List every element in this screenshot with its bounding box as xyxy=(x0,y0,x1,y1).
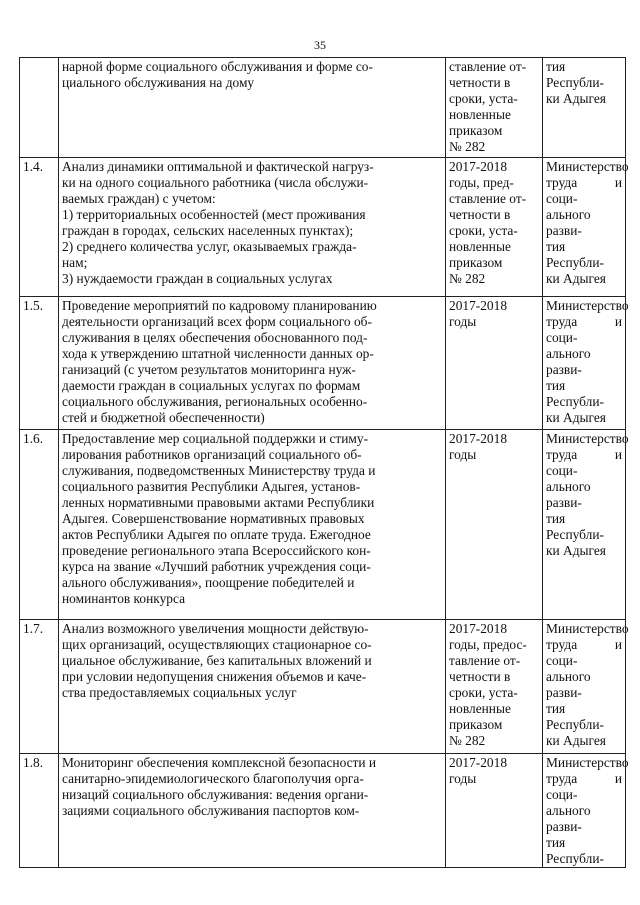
deadline-line: приказом xyxy=(449,717,503,732)
deadline-line: годы xyxy=(449,314,477,329)
measure-description-line: лирования работников организаций социального об- xyxy=(62,447,362,462)
measure-description-line: деятельности организаций всех форм социального об- xyxy=(62,314,372,329)
executor-cell xyxy=(543,430,629,620)
deadline-cell xyxy=(446,58,543,158)
executor-line: труда и соци- xyxy=(546,314,622,345)
deadline-line: годы xyxy=(449,447,477,462)
measure-description-line: ваемых граждан) с учетом: xyxy=(62,191,216,206)
measure-description-line: ального обслуживания», поощрение победителей и xyxy=(62,575,355,590)
executor-line: тия Республи- xyxy=(546,835,604,866)
measure-description-line: циальное обслуживание, без капитальных вложений и xyxy=(62,653,372,668)
deadline-cell xyxy=(446,620,543,754)
executor-line: Министерство xyxy=(546,431,629,446)
measure-description-line: Анализ возможного увеличения мощности действую- xyxy=(62,621,369,636)
deadline-line: приказом xyxy=(449,123,503,138)
executor-line: труда и соци- xyxy=(546,175,622,206)
executor-line: ального разви- xyxy=(546,346,591,377)
measure-description-cell xyxy=(59,430,446,620)
deadline-line: тавление от- xyxy=(449,653,521,668)
measure-description-line: служивания, подведомственных Министерству труда и xyxy=(62,463,376,478)
deadline-line: новленные xyxy=(449,701,511,716)
executor-line: Министерство xyxy=(546,159,629,174)
executor-line: ки Адыгея xyxy=(546,271,606,286)
executor-line: тия Республи- xyxy=(546,511,604,542)
executor-line: Министерство xyxy=(546,298,629,313)
measure-description-line: проведение регионального этапа Всероссийского кон- xyxy=(62,543,371,558)
deadline-line: годы, пред- xyxy=(449,175,514,190)
deadline-line: № 282 xyxy=(449,733,486,748)
executor-line: труда и соци- xyxy=(546,637,622,668)
deadline-line: 2017-2018 xyxy=(449,431,508,446)
measure-description-line: Адыгея. Совершенствование нормативных правовых xyxy=(62,511,365,526)
deadline-line: сроки, уста- xyxy=(449,223,518,238)
measure-description-cell xyxy=(59,754,446,868)
measure-description-line: нам; xyxy=(62,255,88,270)
executor-cell xyxy=(543,620,629,754)
measure-description-line: ленных нормативными правовыми актами Республики xyxy=(62,495,375,510)
measure-description-line: при условии недопущения снижения объемов и каче- xyxy=(62,669,367,684)
deadline-cell xyxy=(446,754,543,868)
executor-line: труда и соци- xyxy=(546,771,622,802)
measure-description-line: циального обслуживания на дому xyxy=(62,75,255,90)
executor-line: ального разви- xyxy=(546,803,591,834)
page-number: 35 xyxy=(314,38,326,52)
measure-description-line: 3) нуждаемости граждан в социальных услугах xyxy=(62,271,333,286)
measure-description-line: социального обслуживания, региональных особенно- xyxy=(62,394,368,409)
deadline-line: 2017-2018 xyxy=(449,298,508,313)
deadline-line: № 282 xyxy=(449,271,486,286)
measure-description-line: низаций социального обслуживания: ведения органи- xyxy=(62,787,369,802)
row-number-cell: 1.8. xyxy=(20,754,59,868)
executor-line: Министерство xyxy=(546,621,629,636)
measure-description-cell xyxy=(59,620,446,754)
executor-cell xyxy=(543,754,629,868)
deadline-line: ставление от- xyxy=(449,59,527,74)
executor-line: тия Республи- xyxy=(546,701,604,732)
executor-line: ки Адыгея xyxy=(546,91,606,106)
measures-table-body xyxy=(20,58,629,868)
measure-description-cell xyxy=(59,297,446,430)
executor-line: ального разви- xyxy=(546,669,591,700)
measure-description-line: даемости граждан в социальных услугах по формам xyxy=(62,378,361,393)
measures-table xyxy=(19,57,629,868)
table-row xyxy=(20,297,626,430)
row-number-cell: 1.6. xyxy=(20,430,59,620)
executor-line: ального разви- xyxy=(546,479,591,510)
executor-line: ки Адыгея xyxy=(546,543,606,558)
row-number-cell xyxy=(20,58,59,158)
measure-description-line: стей и бюджетной обеспеченности) xyxy=(62,410,265,425)
table-row xyxy=(20,58,626,158)
deadline-line: 2017-2018 xyxy=(449,159,508,174)
table-row xyxy=(20,620,626,754)
executor-line: тия Республи- xyxy=(546,239,604,270)
measure-description-line: хода к утверждению штатной численности данных ор- xyxy=(62,346,374,361)
deadline-line: новленные xyxy=(449,239,511,254)
deadline-line: новленные xyxy=(449,107,511,122)
executor-cell xyxy=(543,297,629,430)
row-number-cell: 1.5. xyxy=(20,297,59,430)
deadline-line: приказом xyxy=(449,255,503,270)
measure-description-line: Предоставление мер социальной поддержки и стиму- xyxy=(62,431,369,446)
row-number-cell: 1.4. xyxy=(20,158,59,297)
measure-description-line: ства предоставляемых социальных услуг xyxy=(62,685,297,700)
deadline-line: № 282 xyxy=(449,139,486,154)
measure-description-cell xyxy=(59,158,446,297)
deadline-line: годы, предос- xyxy=(449,637,527,652)
deadline-cell xyxy=(446,158,543,297)
measure-description-line: щих организаций, осуществляющих стационарное со- xyxy=(62,637,372,652)
deadline-line: сроки, уста- xyxy=(449,91,518,106)
executor-line: тия Республи- xyxy=(546,378,604,409)
measure-description-line: Анализ динамики оптимальной и фактической нагруз- xyxy=(62,159,374,174)
executor-cell xyxy=(543,158,629,297)
measure-description-line: курса на звание «Лучший работник учреждения соци- xyxy=(62,559,371,574)
executor-cell xyxy=(543,58,626,158)
deadline-line: ставление от- xyxy=(449,191,527,206)
deadline-line: 2017-2018 xyxy=(449,621,508,636)
measure-description-line: 1) территориальных особенностей (мест проживания xyxy=(62,207,366,222)
measure-description-line: нарной форме социального обслуживания и форме со- xyxy=(62,59,373,74)
executor-line: ального разви- xyxy=(546,207,591,238)
executor-line: труда и соци- xyxy=(546,447,622,478)
executor-line: Министерство xyxy=(546,755,629,770)
measure-description-line: граждан в городах, сельских населенных пунктах); xyxy=(62,223,354,238)
measure-description-cell xyxy=(59,58,446,158)
deadline-line: 2017-2018 xyxy=(449,755,508,770)
deadline-line: четности в xyxy=(449,669,511,684)
deadline-cell xyxy=(446,430,543,620)
row-number-cell: 1.7. xyxy=(20,620,59,754)
measure-description-line: Проведение мероприятий по кадровому планированию xyxy=(62,298,377,313)
measure-description-line: актов Республики Адыгея по оплате труда. Ежегодное xyxy=(62,527,371,542)
executor-line: ки Адыгея xyxy=(546,410,606,425)
measure-description-line: ки на одного социального работника (числа обслужи- xyxy=(62,175,369,190)
measure-description-line: служивания в целях обеспечения обоснованного под- xyxy=(62,330,368,345)
deadline-line: четности в xyxy=(449,207,511,222)
table-row xyxy=(20,754,626,868)
measure-description-line: 2) среднего количества услуг, оказываемых гражда- xyxy=(62,239,357,254)
deadline-line: четности в xyxy=(449,75,511,90)
table-row xyxy=(20,158,626,297)
measure-description-line: зациями социального обслуживания паспортов ком- xyxy=(62,803,360,818)
measure-description-line: Мониторинг обеспечения комплексной безопасности и xyxy=(62,755,377,770)
measure-description-line: ганизаций (с учетом результатов мониторинга нуж- xyxy=(62,362,356,377)
measure-description-line: санитарно-эпидемиологического благополучия орга- xyxy=(62,771,364,786)
measure-description-line: социального развития Республики Адыгея, установ- xyxy=(62,479,361,494)
table-row xyxy=(20,430,626,620)
deadline-line: сроки, уста- xyxy=(449,685,518,700)
measure-description-line: номинантов конкурса xyxy=(62,591,186,606)
deadline-line: годы xyxy=(449,771,477,786)
executor-line: ки Адыгея xyxy=(546,733,606,748)
executor-line: тия Республи- xyxy=(546,59,604,90)
deadline-cell xyxy=(446,297,543,430)
